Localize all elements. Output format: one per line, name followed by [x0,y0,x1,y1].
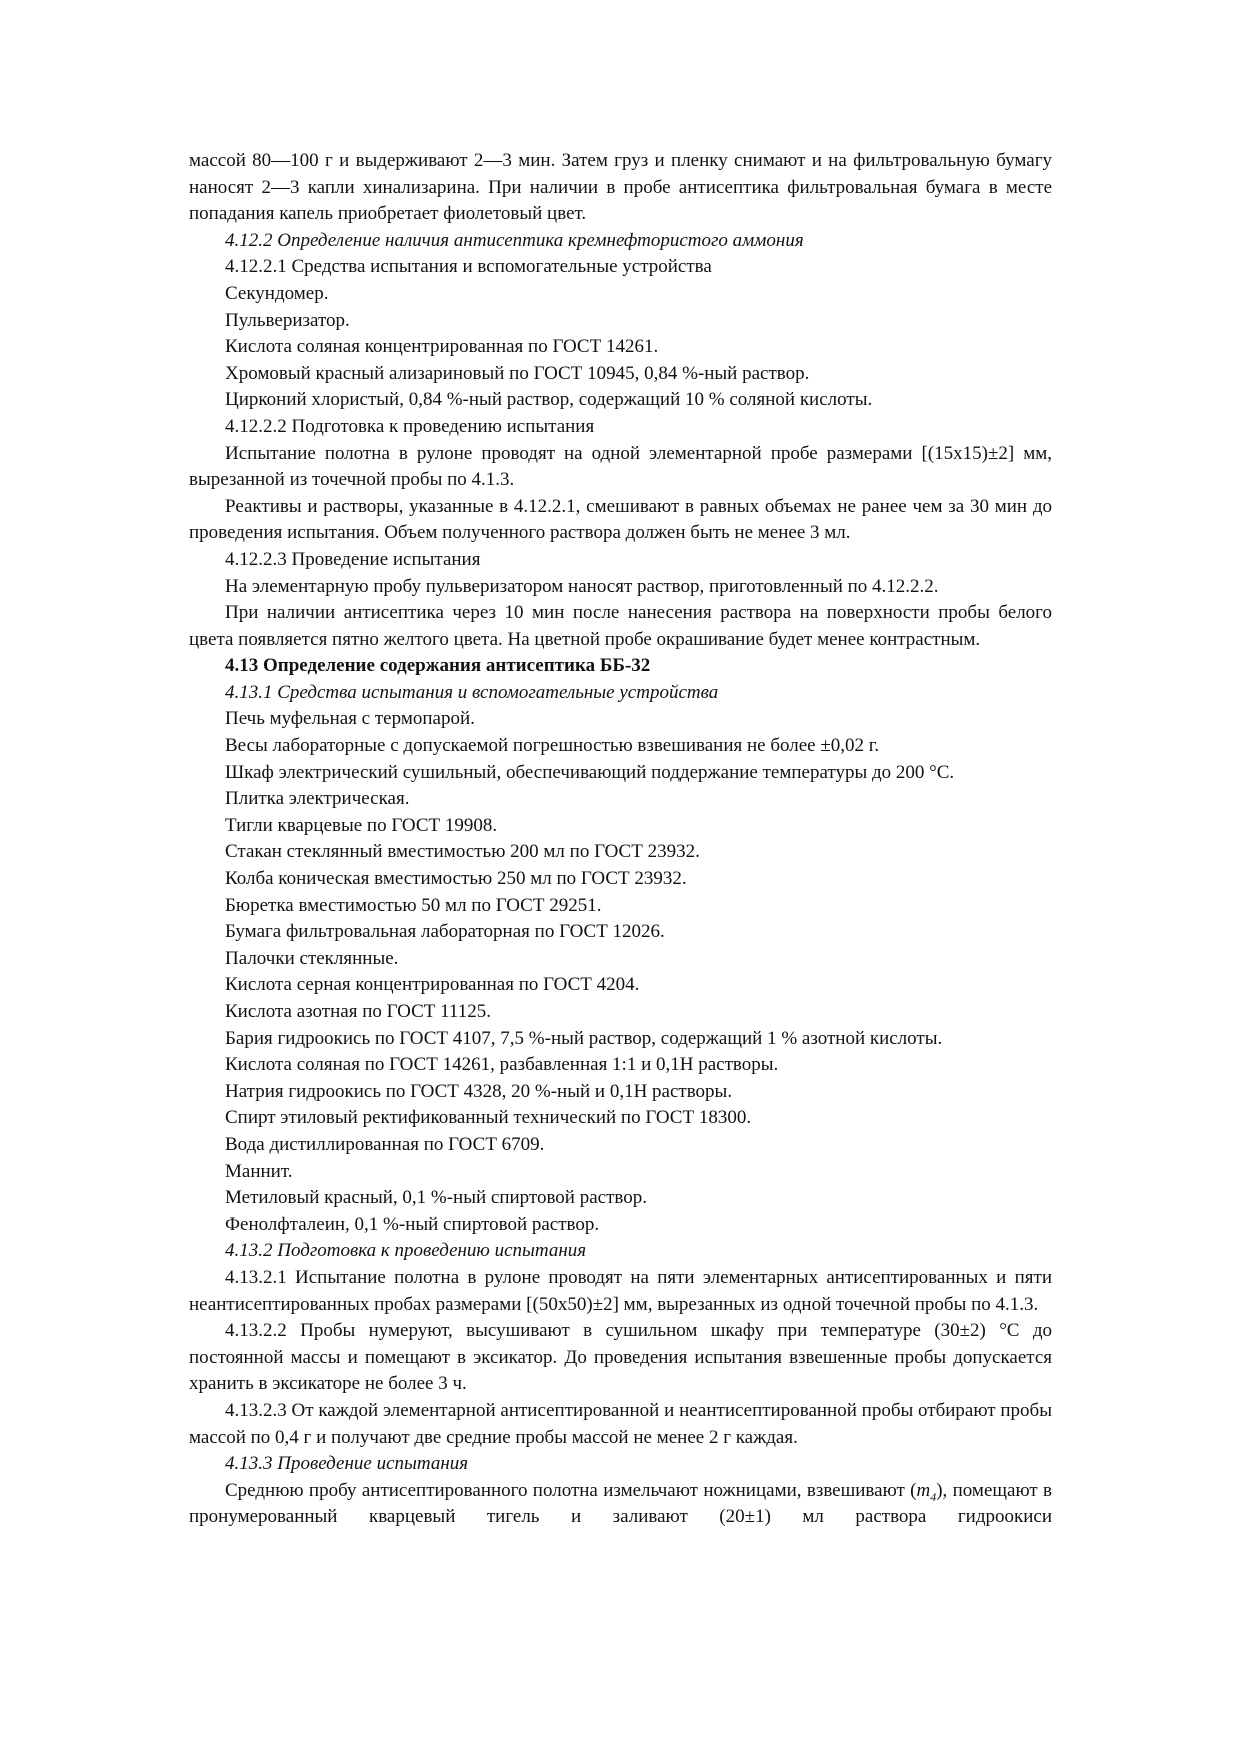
final-sub: 4 [930,1489,937,1504]
paragraph: Цирконий хлористый, 0,84 %-ный раствор, содержащий 10 % соляной кислоты. [225,389,873,411]
document-body [189,148,1052,1478]
paragraph: 4.13.2.1 Испытание полотна в рулоне проводят на пяти элементарных антисептированных и пяти неантисептированных пробах размерами [(50x50)±2] мм, вырезанных из одной точечной пробы по 4.1.3. [189,1266,1052,1315]
paragraph: Испытание полотна в рулоне проводят на одной элементарной пробе размерами [(15x15)±2] мм, вырезанной из точечной пробы по 4.1.3. [189,442,1052,491]
paragraph: 4.12.2.1 Средства испытания и вспомогательные устройства [225,256,712,278]
paragraph: Пульверизатор. [225,309,350,331]
paragraph: На элементарную пробу пульверизатором наносят раствор, приготовленный по 4.12.2.2. [225,575,939,597]
paragraph: Маннит. [225,1160,293,1182]
paragraph: Бария гидроокись по ГОСТ 4107, 7,5 %-ный раствор, содержащий 1 % азотной кислоты. [225,1027,943,1049]
paragraph: Вода дистиллированная по ГОСТ 6709. [225,1133,545,1155]
paragraph: 4.13.2.2 Пробы нумеруют, высушивают в сушильном шкафу при температуре (30±2) °С до постоянной массы и помещают в эксикатор. До проведения испытания взвешенные пробы допускается хранить в эксикаторе не более 3 ч. [189,1320,1052,1395]
paragraph: При наличии антисептика через 10 мин после нанесения раствора на поверхности пробы белого цвета появляется пятно желтого цвета. На цветной пробе окрашивание будет менее контрастным. [189,602,1052,650]
paragraph: Бумага фильтровальная лабораторная по ГОСТ 12026. [225,921,665,943]
paragraph: Тигли кварцевые по ГОСТ 19908. [225,814,498,836]
paragraph: Кислота соляная по ГОСТ 14261, разбавленная 1:1 и 0,1Н растворы. [225,1054,779,1076]
paragraph: Кислота азотная по ГОСТ 11125. [225,1001,491,1022]
paragraph-final [189,1478,1052,1531]
paragraph: Стакан стеклянный вместимостью 200 мл по ГОСТ 23932. [225,841,700,863]
paragraph: Метиловый красный, 0,1 %-ный спиртовой раствор. [225,1187,647,1209]
paragraph: Спирт этиловый ректификованный технический по ГОСТ 18300. [225,1107,752,1129]
paragraph: Хромовый красный ализариновый по ГОСТ 10945, 0,84 %-ный раствор. [225,362,810,384]
paragraph: Натрия гидроокись по ГОСТ 4328, 20 %-ный и 0,1Н растворы. [225,1080,733,1102]
paragraph: Реактивы и растворы, указанные в 4.12.2.1, смешивают в равных объемах не ранее чем за 30 мин до проведения испытания. Объем полученного раствора должен быть не менее 3 мл. [189,495,1052,544]
paragraph: 4.13 Определение содержания антисептика ББ-32 [225,655,651,677]
paragraph: 4.13.2 Подготовка к проведению испытания [225,1240,587,1262]
paragraph: 4.12.2 Определение наличия антисептика кремнефтористого аммония [225,229,804,251]
paragraph: Палочки стеклянные. [225,947,399,969]
final-text-before: Среднюю пробу антисептированного полотна измельчают ножницами, взвешивают ( [225,1479,917,1501]
paragraph: Кислота серная концентрированная по ГОСТ 4204. [225,974,640,996]
paragraph: Кислота соляная концентрированная по ГОСТ 14261. [225,336,659,358]
paragraph: 4.12.2.2 Подготовка к проведению испытания [225,415,595,437]
paragraph: Бюретка вместимостью 50 мл по ГОСТ 29251. [225,894,602,916]
paragraph: Плитка электрическая. [225,788,410,810]
paragraph: 4.13.3 Проведение испытания [225,1453,469,1475]
paragraph: Шкаф электрический сушильный, обеспечивающий поддержание температуры до 200 °С. [225,761,955,783]
paragraph: Печь муфельная с термопарой. [225,708,475,730]
document-page [189,148,1052,1531]
final-var: m [916,1479,931,1501]
paragraph: Весы лабораторные с допускаемой погрешностью взвешивания не более ±0,02 г. [225,735,880,757]
paragraph: 4.13.2.3 От каждой элементарной антисептированной и неантисептированной пробы отбирают пробы массой по 0,4 г и получают две средние пробы массой не менее 2 г каждая. [189,1399,1052,1448]
paragraph: 4.13.1 Средства испытания и вспомогательные устройства [225,681,719,703]
paragraph: Секундомер. [225,282,329,304]
final-text-after: ), помещают в пронумерованный кварцевый тигель и заливают (20±1) мл раствора гидроокиси [189,1479,1053,1528]
paragraph: массой 80—100 г и выдерживают 2—3 мин. Затем груз и пленку снимают и на фильтровальную бумагу наносят 2—3 капли хинализарина. При наличии в пробе антисептика фильтровальная бумага в месте попадания капель приобретает фиолетовый цвет. [189,150,1052,225]
paragraph: Колба коническая вместимостью 250 мл по ГОСТ 23932. [225,868,687,890]
paragraph: 4.12.2.3 Проведение испытания [225,548,481,570]
paragraph: Фенолфталеин, 0,1 %-ный спиртовой раствор. [225,1213,600,1235]
